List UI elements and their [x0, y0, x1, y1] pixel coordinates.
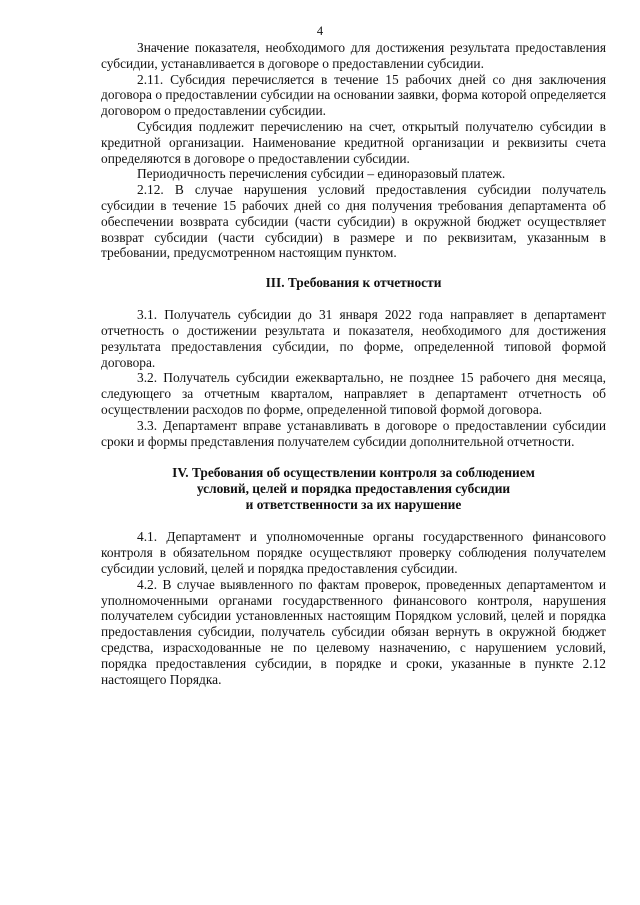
section-3-heading: III. Требования к отчетности [265, 275, 442, 291]
section-4-heading-line-1: IV. Требования об осуществлении контроля за соблюдением [172, 465, 535, 481]
paragraph-4-2: 4.2. В случае выявленного по фактам проверок, проведенных департаментом и уполномоченными органами государственного финансового контроля, нарушения получателем субсидии установленных настоящим Порядком условий, целей и порядка предоставления субсидии, получатель субсидии обязан вернуть в окружной бюджет средства, израсходованные не по целевому назначению, с нарушением условий, порядка предоставления субсидии, в порядке и сроки, указанные в пункте 2.12 настоящего Порядка. [101, 576, 606, 687]
page-number: 4 [316, 24, 324, 38]
paragraph-account-transfer: Субсидия подлежит перечислению на счет, открытый получателю субсидии в кредитной организации. Наименование кредитной организации и реквизиты счета определяются в договоре о предоставлении субсидии. [101, 118, 606, 166]
paragraph-2-11: 2.11. Субсидия перечисляется в течение 15 рабочих дней со дня заключения договора о предоставлении субсидии на основании заявки, форма которой определяется договором о предоставлении субсидии. [101, 71, 606, 119]
paragraph-3-2: 3.2. Получатель субсидии ежеквартально, не позднее 15 рабочего дня месяца, следующего за отчетным кварталом, направляет в департамент отчетность об осуществлении расходов по форме, определенной типовой формой договора. [101, 370, 606, 417]
paragraph-transfer-frequency: Периодичность перечисления субсидии – единоразовый платеж. [137, 166, 506, 182]
paragraph-3-3: 3.3. Департамент вправе устанавливать в договоре о предоставлении субсидии сроки и формы представления получателем субсидии дополнительной отчетности. [101, 417, 606, 449]
paragraph-3-1: 3.1. Получатель субсидии до 31 января 2022 года направляет в департамент отчетность о достижении результата и показателя, необходимого для достижения результата предоставления субсидии, по форме, определенной типовой формой договора. [101, 307, 606, 370]
paragraph-2-12: 2.12. В случае нарушения условий предоставления субсидии получатель субсидии в течение 15 рабочих дней со дня получения требования департамента об обеспечении возврата субсидии (части субсидии) в окружной бюджет осуществляет возврат субсидии (части субсидии) в размере и по реквизитам, указанным в требовании, предусмотренном настоящим пунктом. [101, 182, 606, 261]
section-4-heading-line-3: и ответственности за их нарушение [245, 497, 462, 513]
document-body [101, 40, 606, 687]
paragraph-4-1: 4.1. Департамент и уполномоченные органы государственного финансового контроля в обязательном порядке осуществляют проверку соблюдения получателем субсидии условий, целей и порядка предоставления субсидии. [101, 529, 606, 576]
paragraph-indicator-value: Значение показателя, необходимого для достижения результата предоставления субсидии, устанавливается в договоре о предоставлении субсидии. [101, 40, 606, 71]
section-4-heading-line-2: условий, целей и порядка предоставления субсидии [196, 481, 511, 497]
